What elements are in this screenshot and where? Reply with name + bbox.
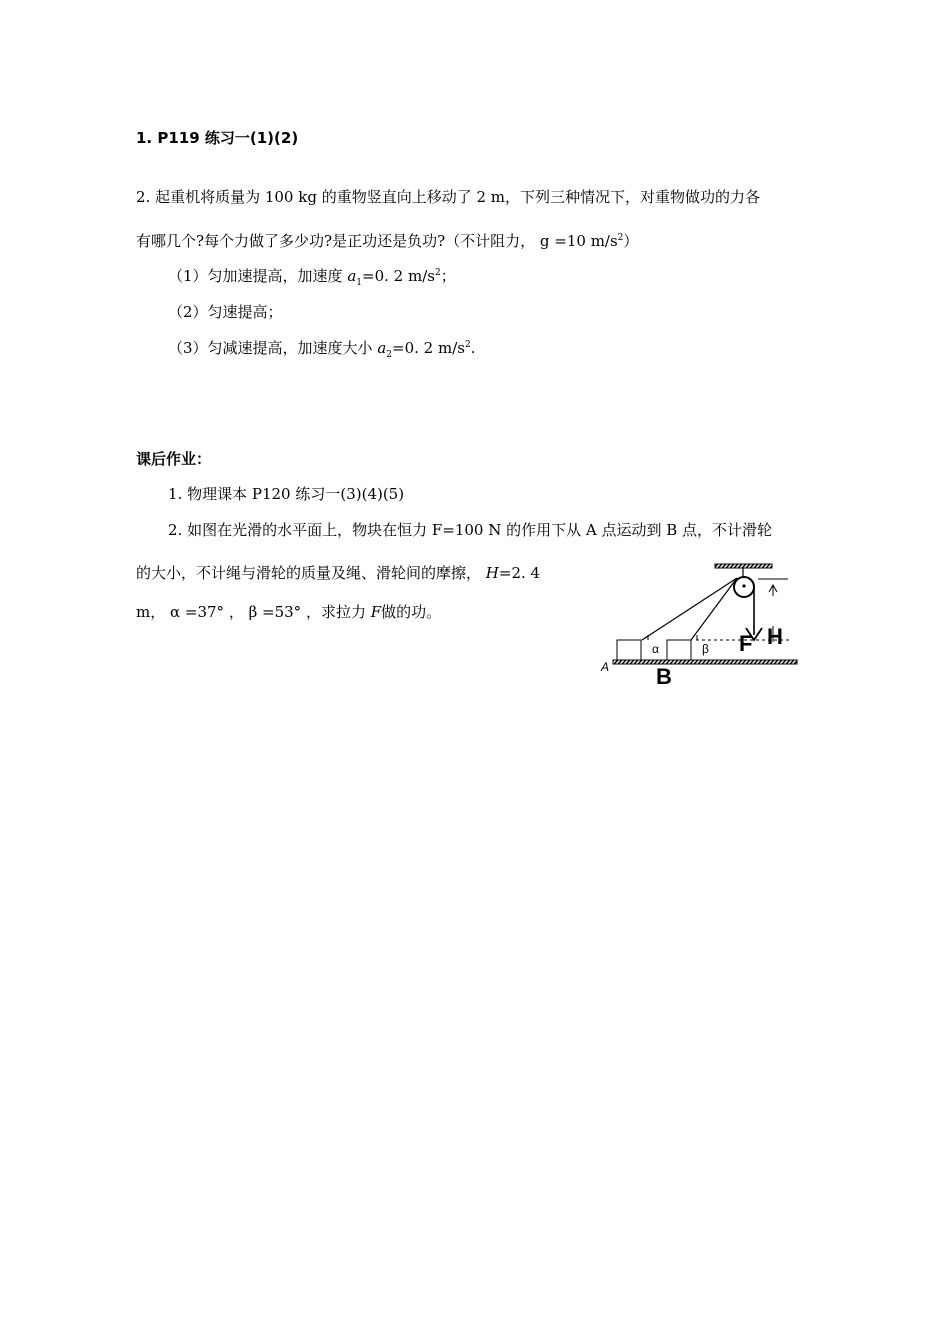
item-3-var: a	[377, 339, 387, 357]
homework-item-1	[168, 484, 404, 504]
item-1-end: ；	[440, 267, 456, 285]
question-1	[136, 128, 298, 148]
homework-item-2-line-1	[168, 520, 772, 540]
question-2-line-2	[136, 231, 638, 251]
label-a: A	[601, 660, 610, 674]
label-b: B	[656, 664, 672, 689]
label-h: H	[767, 624, 783, 649]
homework-item-2-text-2-end: =2. 4	[498, 564, 541, 582]
pulley-diagram	[598, 560, 808, 690]
homework-item-2-var-h: H	[485, 564, 499, 582]
rope-to-b	[691, 578, 737, 640]
question-2-exponent: 2	[617, 233, 624, 243]
label-beta: β	[702, 642, 709, 656]
pulley-axle	[742, 584, 745, 587]
homework-item-1-text: 1. 物理课本 P120 练习一(3)(4)(5)	[168, 485, 405, 503]
item-3-sub: 2	[386, 350, 393, 360]
item-1-sub: 1	[356, 278, 363, 288]
label-f: F	[739, 631, 753, 656]
floor	[613, 660, 797, 664]
question-1-text: 1. P119 练习一(1)(2)	[136, 129, 299, 147]
label-alpha: α	[652, 642, 659, 656]
homework-item-2-text-3: m， α =37° ， β =53° ，求拉力	[136, 603, 371, 621]
question-2-item-2	[168, 302, 283, 322]
item-1-mid: =0. 2 m/s	[362, 267, 435, 285]
item-1-pre: （1）匀加速提高，加速度	[168, 267, 348, 285]
question-2-item-3	[168, 338, 475, 358]
item-2-text: （2）匀速提高；	[168, 303, 283, 321]
item-3-pre: （3）匀减速提高，加速度大小	[168, 339, 378, 357]
homework-item-2-text-1: 2. 如图在光滑的水平面上，物块在恒力 F=100 N 的作用下从 A 点运动到 B 点，不计滑轮	[168, 521, 773, 539]
block-b	[667, 640, 691, 660]
rope-to-a	[642, 578, 737, 640]
homework-title	[136, 449, 211, 469]
item-3-sup: 2	[464, 340, 471, 350]
item-1-var: a	[347, 267, 357, 285]
block-a	[617, 640, 641, 660]
item-3-end: .	[470, 339, 476, 357]
homework-title-text: 课后作业：	[136, 450, 212, 468]
ceiling	[715, 564, 772, 568]
homework-item-2-text-2: 的大小，不计绳与滑轮的质量及绳、滑轮间的摩擦，	[136, 564, 486, 582]
question-2-text-2: 有哪几个?每个力做了多少功?是正功还是负功?（不计阻力， g =10 m/s	[136, 232, 618, 250]
question-2-text-2-end: ）	[623, 232, 639, 250]
question-2-item-1	[168, 266, 456, 286]
question-2-text-1: 2. 起重机将质量为 100 kg 的重物竖直向上移动了 2 m，下列三种情况下，对重物做功的力各	[136, 188, 761, 206]
question-2-line-1	[136, 187, 760, 207]
homework-item-2-var-f: F	[370, 603, 382, 621]
homework-item-2-line-3	[136, 602, 441, 622]
homework-item-2-text-3-end: 做的功。	[381, 603, 442, 621]
item-1-sup: 2	[434, 268, 441, 278]
item-3-mid: =0. 2 m/s	[392, 339, 465, 357]
homework-item-2-line-2	[136, 563, 540, 583]
